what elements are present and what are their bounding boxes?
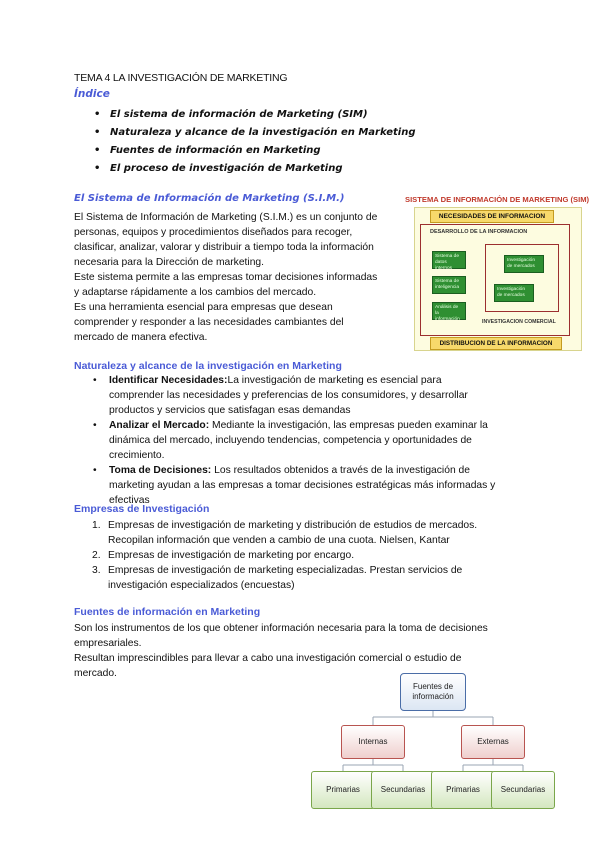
sim-paragraph [74,210,406,345]
sim-development-label: DESARROLLO DE LA INFORMACION [430,229,528,235]
item-text: Empresas de investigación de marketing y distribución de estudios de mercados. [108,520,478,531]
text-line: empresariales. [74,638,142,649]
item-text: efectivas [109,495,150,506]
item-text: Empresas de investigación de marketing por encargo. [108,550,355,561]
item-text: Recopilan información que venden a cambio de una cuota. Nielsen, Kantar [108,535,450,546]
item-bold: Analizar el Mercado: [109,420,210,431]
org-root-node [400,673,466,711]
text-line: personas, equipos y procedimientos diseñados para recoger, [74,227,353,238]
text-line: y adaptarse rápidamente a los cambios del mercado. [74,287,317,298]
text-line: Este sistema permite a las empresas tomar decisiones informadas [74,272,378,283]
item-text: Mediante la investigación, las empresas pueden examinar la [209,420,488,431]
text-line: Resultan imprescindibles para llevar a cabo una investigación comercial o estudio de [74,653,462,664]
org-leaf-node: Secundarias [491,771,555,809]
org-externas-node: Externas [461,725,525,759]
item-text: comprender las necesidades y preferencias de los consumidores, y desarrollar [109,390,468,401]
org-leaf-node: Primarias [311,771,375,809]
item-text: productos y servicios que satisfagan esas demandas [109,405,351,416]
text-line: El Sistema de Información de Marketing (S.I.M.) es un conjunto de [74,212,378,223]
sim-analysis-box: Análisis de la información [432,302,466,320]
item-text: Empresas de investigación de marketing especializadas. Prestan servicios de [108,565,463,576]
item-bold: Toma de Decisiones: [109,465,212,476]
text-line: Es una herramienta esencial para empresas que desean [74,302,333,313]
sim-needs-box: NECESIDADES DE INFORMACION [430,210,554,223]
node-label: Fuentes de [412,682,454,691]
org-internas-node: Internas [341,725,405,759]
text-line: comprender y responder a las necesidades cambiantes del [74,317,344,328]
item-text: investigación especializados (encuestas) [108,580,295,591]
toc-item: • El sistema de información de Marketing (SIM) [94,106,416,124]
section-heading-empresas: Empresas de Investigación [74,503,210,515]
org-leaf-node: Secundarias [371,771,435,809]
document-title: TEMA 4 LA INVESTIGACIÓN DE MARKETING [74,72,288,84]
item-text: La investigación de marketing es esencial para [227,375,442,386]
section-heading-naturaleza: Naturaleza y alcance de la investigación en Marketing [74,360,342,372]
toc-item: • Naturaleza y alcance de la investigación en Marketing [94,124,416,142]
org-leaf-node: Primarias [431,771,495,809]
list-item [93,463,543,508]
text-line: clasificar, analizar, valorar y distribuir a tiempo toda la información [74,242,374,253]
list-item [92,548,542,563]
text-line: mercado. [74,668,117,679]
section-heading-fuentes: Fuentes de información en Marketing [74,606,261,618]
item-text: dinámica del mercado, incluyendo tendencias, competencia y oportunidades de [109,435,472,446]
item-text: crecimiento. [109,450,165,461]
list-item [93,373,543,418]
text-line: Son los instrumentos de los que obtener información necesaria para la toma de decisiones [74,623,488,634]
sim-distribution-box: DISTRIBUCION DE LA INFORMACION [430,337,562,350]
naturaleza-list [93,373,543,508]
item-bold: Identificar Necesidades: [109,375,228,386]
item-number: 3. [92,565,101,576]
empresas-list [92,518,542,593]
sim-research-label: INVESTIGACION COMERCIAL [482,319,556,325]
list-item [93,418,543,463]
node-label: información [412,692,454,701]
item-number: 2. [92,550,101,561]
item-text: Los resultados obtenidos a través de la investigación de [211,465,470,476]
text-line: mercado de manera efectiva. [74,332,208,343]
list-item [92,563,542,593]
toc-item: • Fuentes de información en Marketing [94,142,416,160]
item-text: marketing ayudan a las empresas a tomar decisiones estratégicas más informadas y [109,480,496,491]
table-of-contents [94,106,416,178]
sim-research-item-box: Investigación de mercados [494,284,534,302]
text-line: necesaria para la Dirección de marketing. [74,257,265,268]
list-item [92,518,542,548]
index-heading: Índice [74,88,110,100]
section-heading-sim: El Sistema de Información de Marketing (S.I.M.) [74,193,345,204]
sim-diagram-title: SISTEMA DE INFORMACIÓN DE MARKETING (SIM) [405,195,590,204]
sim-research-item-box: Investigación de mercados [504,255,544,273]
sim-intelligence-box: Sistema de inteligencia [432,276,466,294]
toc-item: • El proceso de investigación de Marketing [94,160,416,178]
sim-internal-data-box: Sistema de datos internos [432,251,466,269]
item-number: 1. [92,520,101,531]
